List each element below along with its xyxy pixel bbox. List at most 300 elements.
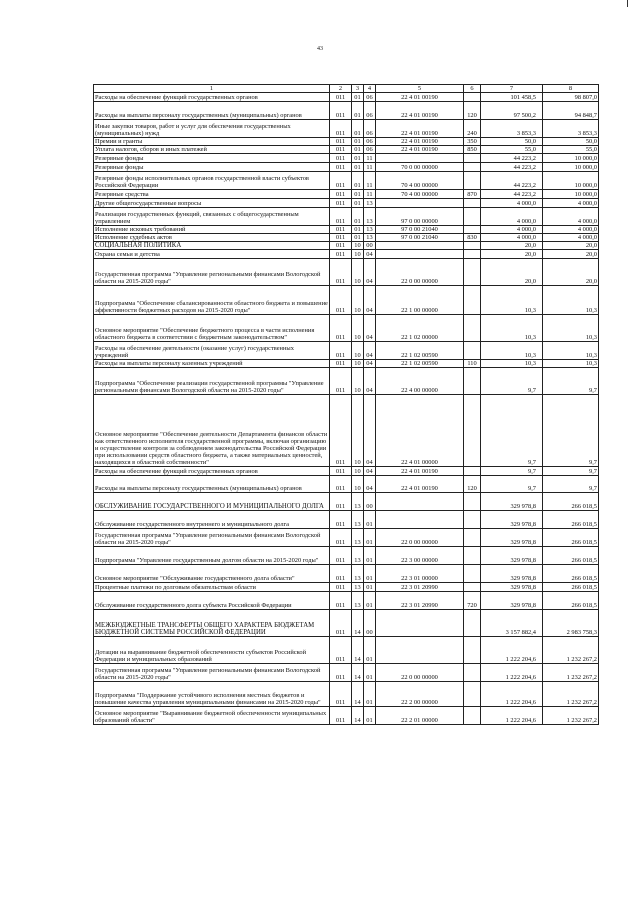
- cell-amount-col8: 10 000,0: [543, 163, 599, 172]
- cell-target-article: 22 4 01 00000: [376, 395, 464, 467]
- cell-description: ОБСЛУЖИВАНИЕ ГОСУДАРСТВЕННОГО И МУНИЦИПАЛЬНОГО ДОЛГА: [94, 493, 330, 511]
- cell-amount-col7: 1 222 204,6: [481, 682, 543, 707]
- cell-description: Расходы на выплаты персоналу казенных учреждений: [94, 360, 330, 368]
- cell-subsection: 11: [364, 190, 376, 199]
- cell-description: Основное мероприятие "Обеспечение деятельности Департамента финансов области как ответственного исполнителя государственной программы, включая организацию и осуществление контроля за соблюдением законодательства Российской Федерации при использовании средств областного бюджета, а также материальных ценностей, находящихся в областной собственности": [94, 395, 330, 467]
- table-row: [94, 360, 599, 368]
- table-row: [94, 637, 599, 664]
- cell-target-article: 22 4 01 00190: [376, 93, 464, 102]
- cell-expense-type: [464, 154, 481, 163]
- cell-subsection: 06: [364, 146, 376, 154]
- cell-amount-col8: 266 018,5: [543, 565, 599, 583]
- table-row: [94, 583, 599, 592]
- table-row: [94, 208, 599, 226]
- cell-description: Государственная программа "Управление региональными финансами Вологодской области на 2015-2020 годы": [94, 259, 330, 286]
- header-cell-2: 2: [330, 85, 352, 93]
- cell-admin-code: 011: [330, 286, 352, 315]
- cell-amount-col7: 10,3: [481, 360, 543, 368]
- cell-description: СОЦИАЛЬНАЯ ПОЛИТИКА: [94, 242, 330, 250]
- cell-subsection: 06: [364, 93, 376, 102]
- cell-expense-type: [464, 172, 481, 190]
- cell-amount-col8: 20,0: [543, 259, 599, 286]
- cell-admin-code: 011: [330, 493, 352, 511]
- cell-subsection: 13: [364, 208, 376, 226]
- cell-admin-code: 011: [330, 360, 352, 368]
- cell-subsection: 04: [364, 395, 376, 467]
- cell-expense-type: [464, 610, 481, 637]
- cell-admin-code: 011: [330, 368, 352, 395]
- cell-amount-col7: 4 000,0: [481, 208, 543, 226]
- header-cell-8: 8: [543, 85, 599, 93]
- cell-target-article: [376, 493, 464, 511]
- cell-subsection: 04: [364, 315, 376, 342]
- cell-subsection: 01: [364, 592, 376, 610]
- cell-amount-col7: 44 223,2: [481, 154, 543, 163]
- cell-section: 10: [352, 395, 364, 467]
- cell-amount-col8: 10 000,0: [543, 172, 599, 190]
- table-row: [94, 102, 599, 120]
- cell-section: 10: [352, 476, 364, 493]
- cell-expense-type: [464, 259, 481, 286]
- cell-description: Основное мероприятие "Выравнивание бюджетной обеспеченности муниципальных образований области": [94, 707, 330, 725]
- cell-section: 01: [352, 234, 364, 242]
- cell-amount-col7: 101 458,5: [481, 93, 543, 102]
- cell-description: Исполнение исковых требований: [94, 226, 330, 234]
- cell-target-article: 22 4 01 00190: [376, 138, 464, 146]
- cell-expense-type: [464, 583, 481, 592]
- cell-subsection: 00: [364, 610, 376, 637]
- cell-amount-col8: 10,3: [543, 342, 599, 360]
- cell-target-article: [376, 610, 464, 637]
- cell-expense-type: [464, 226, 481, 234]
- cell-section: 13: [352, 493, 364, 511]
- cell-expense-type: [464, 395, 481, 467]
- table-row: [94, 286, 599, 315]
- cell-section: 01: [352, 208, 364, 226]
- table-row: [94, 707, 599, 725]
- table-row: [94, 154, 599, 163]
- cell-subsection: 13: [364, 199, 376, 208]
- cell-subsection: 01: [364, 637, 376, 664]
- cell-expense-type: [464, 565, 481, 583]
- cell-target-article: 70 4 00 00000: [376, 172, 464, 190]
- cell-target-article: 22 0 00 00000: [376, 529, 464, 547]
- cell-amount-col7: 55,0: [481, 146, 543, 154]
- cell-amount-col8: 266 018,5: [543, 493, 599, 511]
- cell-target-article: 97 0 00 21040: [376, 234, 464, 242]
- cell-section: 14: [352, 637, 364, 664]
- table-row: [94, 138, 599, 146]
- table-row: [94, 146, 599, 154]
- cell-amount-col7: 20,0: [481, 259, 543, 286]
- cell-target-article: 22 3 00 00000: [376, 547, 464, 565]
- cell-subsection: 04: [364, 259, 376, 286]
- cell-admin-code: 011: [330, 547, 352, 565]
- cell-target-article: 22 1 02 00590: [376, 360, 464, 368]
- cell-expense-type: 110: [464, 360, 481, 368]
- cell-amount-col7: 329 978,8: [481, 583, 543, 592]
- cell-amount-col8: 9,7: [543, 476, 599, 493]
- cell-description: Резервные фонды: [94, 154, 330, 163]
- table-row: [94, 163, 599, 172]
- budget-table: [93, 84, 599, 725]
- cell-admin-code: 011: [330, 315, 352, 342]
- cell-subsection: 00: [364, 242, 376, 250]
- cell-section: 10: [352, 467, 364, 476]
- cell-expense-type: 870: [464, 190, 481, 199]
- cell-target-article: 22 4 01 00190: [376, 476, 464, 493]
- cell-target-article: [376, 199, 464, 208]
- header-cell-1: 1: [94, 85, 330, 93]
- cell-target-article: 97 0 00 00000: [376, 208, 464, 226]
- cell-section: 14: [352, 682, 364, 707]
- cell-expense-type: 120: [464, 476, 481, 493]
- header-cell-5: 5: [376, 85, 464, 93]
- cell-amount-col8: 266 018,5: [543, 583, 599, 592]
- cell-amount-col7: 9,7: [481, 467, 543, 476]
- cell-admin-code: 011: [330, 476, 352, 493]
- cell-admin-code: 011: [330, 342, 352, 360]
- corner-mark: [627, 0, 628, 7]
- cell-amount-col7: 10,3: [481, 286, 543, 315]
- cell-target-article: 22 0 00 00000: [376, 664, 464, 682]
- cell-section: 10: [352, 315, 364, 342]
- cell-amount-col7: 97 500,2: [481, 102, 543, 120]
- table-row: [94, 476, 599, 493]
- cell-subsection: 13: [364, 226, 376, 234]
- table-row: [94, 467, 599, 476]
- cell-section: 10: [352, 242, 364, 250]
- table-row: [94, 259, 599, 286]
- cell-description: Иные закупки товаров, работ и услуг для обеспечения государственных (муниципальных) нужд: [94, 120, 330, 138]
- cell-subsection: 01: [364, 511, 376, 529]
- cell-subsection: 06: [364, 120, 376, 138]
- cell-section: 01: [352, 154, 364, 163]
- cell-amount-col8: 3 853,3: [543, 120, 599, 138]
- table-row: [94, 565, 599, 583]
- cell-admin-code: 011: [330, 565, 352, 583]
- cell-target-article: 22 4 01 00190: [376, 146, 464, 154]
- cell-amount-col7: 44 223,2: [481, 172, 543, 190]
- cell-section: 10: [352, 360, 364, 368]
- cell-admin-code: 011: [330, 395, 352, 467]
- table-header-row: [94, 85, 599, 93]
- cell-expense-type: [464, 529, 481, 547]
- header-cell-3: 3: [352, 85, 364, 93]
- table-row: [94, 315, 599, 342]
- table-row: [94, 242, 599, 250]
- cell-amount-col7: 329 978,8: [481, 547, 543, 565]
- table-row: [94, 93, 599, 102]
- cell-expense-type: [464, 707, 481, 725]
- cell-amount-col8: 4 000,0: [543, 234, 599, 242]
- table-row: [94, 547, 599, 565]
- cell-amount-col8: 10,3: [543, 360, 599, 368]
- cell-subsection: 04: [364, 368, 376, 395]
- cell-expense-type: [464, 467, 481, 476]
- cell-section: 13: [352, 511, 364, 529]
- cell-section: 01: [352, 199, 364, 208]
- cell-amount-col8: 20,0: [543, 242, 599, 250]
- cell-description: Подпрограмма "Обеспечение реализации государственной программы "Управление региональными финансами Вологодской области на 2015-2020 годы": [94, 368, 330, 395]
- cell-subsection: 04: [364, 360, 376, 368]
- table-row: [94, 368, 599, 395]
- cell-description: Резервные фонды исполнительных органов государственной власти субъектов Российской Федерации: [94, 172, 330, 190]
- cell-admin-code: 011: [330, 511, 352, 529]
- cell-description: Обслуживание государственного внутреннего и муниципального долга: [94, 511, 330, 529]
- cell-amount-col7: 4 000,0: [481, 226, 543, 234]
- cell-subsection: 11: [364, 163, 376, 172]
- cell-expense-type: [464, 250, 481, 259]
- cell-amount-col8: 98 807,0: [543, 93, 599, 102]
- cell-description: Подпрограмма "Поддержание устойчивого исполнения местных бюджетов и повышение качества управления муниципальными финансами на 2015-2020 годы": [94, 682, 330, 707]
- cell-amount-col8: 10,3: [543, 286, 599, 315]
- cell-expense-type: [464, 242, 481, 250]
- table-row: [94, 511, 599, 529]
- cell-amount-col7: 10,3: [481, 342, 543, 360]
- cell-expense-type: [464, 286, 481, 315]
- table-row: [94, 493, 599, 511]
- cell-target-article: 22 4 01 00190: [376, 467, 464, 476]
- cell-subsection: 01: [364, 529, 376, 547]
- cell-expense-type: 850: [464, 146, 481, 154]
- cell-expense-type: 240: [464, 120, 481, 138]
- header-cell-4: 4: [364, 85, 376, 93]
- cell-amount-col7: 3 853,3: [481, 120, 543, 138]
- cell-amount-col7: 1 222 204,6: [481, 637, 543, 664]
- table-row: [94, 592, 599, 610]
- cell-subsection: 11: [364, 154, 376, 163]
- cell-amount-col7: 329 978,8: [481, 529, 543, 547]
- cell-target-article: 22 4 01 00190: [376, 102, 464, 120]
- cell-target-article: 22 0 00 00000: [376, 259, 464, 286]
- cell-section: 01: [352, 226, 364, 234]
- table-row: [94, 664, 599, 682]
- cell-admin-code: 011: [330, 242, 352, 250]
- cell-subsection: 01: [364, 664, 376, 682]
- cell-amount-col8: 9,7: [543, 368, 599, 395]
- table-row: [94, 395, 599, 467]
- cell-target-article: 22 2 00 00000: [376, 682, 464, 707]
- cell-amount-col8: 266 018,5: [543, 529, 599, 547]
- cell-admin-code: 011: [330, 226, 352, 234]
- cell-amount-col7: 9,7: [481, 395, 543, 467]
- cell-description: Дотации на выравнивание бюджетной обеспеченности субъектов Российской Федерации и муниципальных образований: [94, 637, 330, 664]
- cell-section: 10: [352, 286, 364, 315]
- cell-amount-col7: 4 000,0: [481, 234, 543, 242]
- cell-admin-code: 011: [330, 163, 352, 172]
- cell-admin-code: 011: [330, 146, 352, 154]
- cell-admin-code: 011: [330, 664, 352, 682]
- cell-target-article: 22 4 01 00190: [376, 120, 464, 138]
- cell-description: Подпрограмма "Обеспечение сбалансированности областного бюджета и повышение эффективности бюджетных расходов на 2015-2020 годы": [94, 286, 330, 315]
- cell-amount-col7: 329 978,8: [481, 511, 543, 529]
- cell-subsection: 04: [364, 286, 376, 315]
- cell-target-article: 22 3 01 20990: [376, 592, 464, 610]
- cell-description: Другие общегосударственные вопросы: [94, 199, 330, 208]
- cell-section: 10: [352, 250, 364, 259]
- table-row: [94, 250, 599, 259]
- cell-description: Охрана семьи и детства: [94, 250, 330, 259]
- cell-description: Процентные платежи по долговым обязательствам области: [94, 583, 330, 592]
- cell-amount-col7: 10,3: [481, 315, 543, 342]
- cell-target-article: 22 4 00 00000: [376, 368, 464, 395]
- cell-amount-col8: 266 018,5: [543, 592, 599, 610]
- cell-expense-type: [464, 199, 481, 208]
- cell-admin-code: 011: [330, 707, 352, 725]
- cell-amount-col7: 1 222 204,6: [481, 707, 543, 725]
- cell-admin-code: 011: [330, 592, 352, 610]
- cell-section: 13: [352, 583, 364, 592]
- cell-expense-type: [464, 664, 481, 682]
- cell-target-article: [376, 511, 464, 529]
- cell-amount-col7: 44 223,2: [481, 190, 543, 199]
- cell-target-article: [376, 154, 464, 163]
- cell-subsection: 04: [364, 342, 376, 360]
- cell-amount-col8: 266 018,5: [543, 511, 599, 529]
- cell-target-article: [376, 637, 464, 664]
- cell-target-article: 22 3 01 00000: [376, 565, 464, 583]
- cell-section: 13: [352, 592, 364, 610]
- cell-admin-code: 011: [330, 190, 352, 199]
- cell-description: Государственная программа "Управление региональными финансами Вологодской области на 2015-2020 годы": [94, 664, 330, 682]
- cell-expense-type: 720: [464, 592, 481, 610]
- cell-expense-type: 120: [464, 102, 481, 120]
- cell-admin-code: 011: [330, 682, 352, 707]
- cell-subsection: 01: [364, 682, 376, 707]
- cell-admin-code: 011: [330, 102, 352, 120]
- cell-description: Резервные фонды: [94, 163, 330, 172]
- cell-section: 01: [352, 172, 364, 190]
- cell-admin-code: 011: [330, 529, 352, 547]
- cell-admin-code: 011: [330, 138, 352, 146]
- cell-section: 10: [352, 368, 364, 395]
- header-cell-6: 6: [464, 85, 481, 93]
- cell-description: Государственная программа "Управление региональными финансами Вологодской области на 2015-2020 годы": [94, 529, 330, 547]
- cell-section: 14: [352, 664, 364, 682]
- cell-section: 14: [352, 610, 364, 637]
- table-row: [94, 172, 599, 190]
- cell-amount-col7: 44 223,2: [481, 163, 543, 172]
- cell-subsection: 13: [364, 234, 376, 242]
- cell-amount-col7: 9,7: [481, 368, 543, 395]
- table-row: [94, 226, 599, 234]
- cell-subsection: 01: [364, 583, 376, 592]
- cell-expense-type: 350: [464, 138, 481, 146]
- cell-amount-col7: 1 222 204,6: [481, 664, 543, 682]
- cell-amount-col8: 4 000,0: [543, 199, 599, 208]
- cell-admin-code: 011: [330, 93, 352, 102]
- cell-target-article: 22 1 00 00000: [376, 286, 464, 315]
- cell-expense-type: [464, 368, 481, 395]
- cell-section: 13: [352, 547, 364, 565]
- cell-description: Расходы на выплаты персоналу государственных (муниципальных) органов: [94, 102, 330, 120]
- cell-expense-type: [464, 93, 481, 102]
- cell-expense-type: [464, 208, 481, 226]
- cell-admin-code: 011: [330, 583, 352, 592]
- cell-expense-type: [464, 682, 481, 707]
- cell-admin-code: 011: [330, 250, 352, 259]
- cell-description: Расходы на обеспечение деятельности (оказание услуг) государственных учреждений: [94, 342, 330, 360]
- cell-expense-type: [464, 511, 481, 529]
- cell-amount-col7: 20,0: [481, 250, 543, 259]
- table-row: [94, 529, 599, 547]
- cell-amount-col7: 20,0: [481, 242, 543, 250]
- cell-subsection: 00: [364, 493, 376, 511]
- cell-amount-col8: 1 232 267,2: [543, 637, 599, 664]
- cell-subsection: 04: [364, 250, 376, 259]
- cell-amount-col7: 4 000,0: [481, 199, 543, 208]
- cell-admin-code: 011: [330, 610, 352, 637]
- cell-amount-col8: 1 232 267,2: [543, 664, 599, 682]
- cell-description: Премии и гранты: [94, 138, 330, 146]
- cell-expense-type: [464, 547, 481, 565]
- table-row: [94, 342, 599, 360]
- cell-target-article: 97 0 00 21040: [376, 226, 464, 234]
- cell-amount-col7: 3 157 882,4: [481, 610, 543, 637]
- cell-subsection: 04: [364, 467, 376, 476]
- cell-amount-col7: 329 978,8: [481, 565, 543, 583]
- cell-amount-col8: 4 000,0: [543, 226, 599, 234]
- page-number: 43: [317, 46, 323, 52]
- cell-section: 10: [352, 259, 364, 286]
- cell-section: 01: [352, 93, 364, 102]
- cell-amount-col8: 266 018,5: [543, 547, 599, 565]
- cell-amount-col8: 20,0: [543, 250, 599, 259]
- cell-amount-col7: 9,7: [481, 476, 543, 493]
- cell-description: Основное мероприятие "Обеспечение бюджетного процесса в части исполнения областного бюджета в соответствии с бюджетным законодательством": [94, 315, 330, 342]
- cell-expense-type: [464, 637, 481, 664]
- cell-subsection: 01: [364, 547, 376, 565]
- cell-target-article: 22 2 01 00000: [376, 707, 464, 725]
- cell-amount-col8: 2 983 758,3: [543, 610, 599, 637]
- cell-target-article: [376, 250, 464, 259]
- cell-section: 01: [352, 163, 364, 172]
- cell-description: Расходы на обеспечение функций государственных органов: [94, 467, 330, 476]
- table-row: [94, 120, 599, 138]
- cell-section: 13: [352, 529, 364, 547]
- cell-amount-col8: 50,0: [543, 138, 599, 146]
- table-row: [94, 682, 599, 707]
- cell-section: 01: [352, 102, 364, 120]
- cell-target-article: 22 3 01 20990: [376, 583, 464, 592]
- cell-admin-code: 011: [330, 199, 352, 208]
- cell-target-article: 22 1 02 00590: [376, 342, 464, 360]
- cell-amount-col8: 55,0: [543, 146, 599, 154]
- cell-admin-code: 011: [330, 234, 352, 242]
- cell-amount-col8: 1 232 267,2: [543, 707, 599, 725]
- cell-target-article: [376, 242, 464, 250]
- cell-amount-col7: 329 978,8: [481, 592, 543, 610]
- cell-expense-type: 830: [464, 234, 481, 242]
- cell-amount-col8: 4 000,0: [543, 208, 599, 226]
- table-row: [94, 190, 599, 199]
- table-row: [94, 199, 599, 208]
- cell-description: Уплата налогов, сборов и иных платежей: [94, 146, 330, 154]
- table-row: [94, 610, 599, 637]
- cell-target-article: 70 4 00 00000: [376, 190, 464, 199]
- cell-target-article: 22 1 02 00000: [376, 315, 464, 342]
- cell-expense-type: [464, 315, 481, 342]
- cell-subsection: 06: [364, 138, 376, 146]
- cell-description: Основное мероприятие "Обслуживание государственного долга области": [94, 565, 330, 583]
- cell-section: 14: [352, 707, 364, 725]
- cell-section: 01: [352, 120, 364, 138]
- cell-amount-col8: 9,7: [543, 467, 599, 476]
- cell-section: 01: [352, 146, 364, 154]
- cell-subsection: 01: [364, 565, 376, 583]
- cell-description: Реализация государственных функций, связанных с общегосударственным управлением: [94, 208, 330, 226]
